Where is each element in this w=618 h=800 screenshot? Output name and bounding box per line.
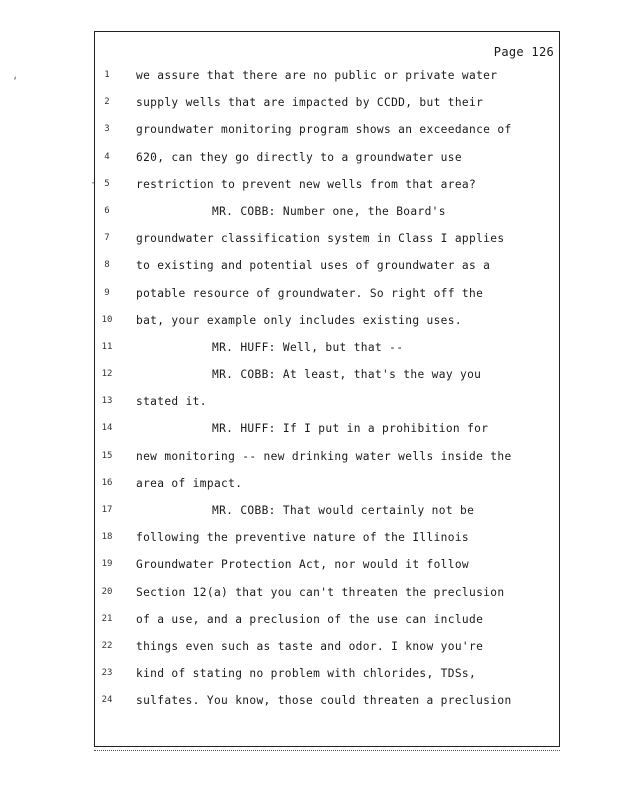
line-text: bat, your example only includes existing uses. (136, 313, 462, 327)
line-number: 11 (101, 341, 113, 352)
line-number: 7 (104, 233, 110, 244)
line-number: 15 (101, 450, 113, 461)
transcript-line (98, 280, 556, 307)
line-text: 620, can they go directly to a groundwater use (136, 150, 462, 164)
line-number: 21 (101, 613, 113, 624)
line-text: MR. COBB: At least, that's the way you (212, 368, 482, 382)
transcript-line (98, 497, 556, 524)
line-number: 3 (104, 124, 110, 135)
transcript-line (98, 660, 556, 687)
line-text: of a use, and a preclusion of the use can include (136, 612, 484, 626)
line-text: following the preventive nature of the Illinois (136, 531, 470, 545)
line-text: new monitoring -- new drinking water wells inside the (136, 449, 512, 463)
transcript-line (98, 252, 556, 279)
line-text: MR. COBB: That would certainly not be (212, 504, 475, 517)
line-number: 14 (101, 423, 113, 434)
line-number: 16 (101, 477, 113, 488)
page-number: Page 126 (493, 45, 554, 59)
transcript-line (98, 633, 556, 660)
transcript-line (98, 62, 556, 89)
transcript-line (98, 116, 556, 143)
transcript-line (98, 470, 556, 497)
line-text: potable resource of groundwater. So right off the (136, 286, 484, 300)
line-text: MR. HUFF: Well, but that -- (212, 340, 404, 354)
transcript-line (98, 415, 556, 442)
line-text: we assure that there are no public or private water (136, 69, 498, 82)
line-number: 10 (101, 314, 113, 325)
margin-mark: ʻ (12, 76, 19, 87)
line-number: 18 (101, 532, 113, 543)
transcript-line (98, 89, 556, 116)
line-text: area of impact. (136, 476, 243, 490)
line-text: kind of stating no problem with chlorides, TDSs, (136, 667, 477, 681)
line-text: supply wells that are impacted by CCDD, but their (136, 96, 484, 110)
transcript-line (98, 361, 556, 388)
transcript-line (98, 388, 556, 415)
margin-mark: · (90, 178, 97, 189)
line-text: to existing and potential uses of groundwater as a (136, 259, 491, 273)
transcript-line (98, 524, 556, 551)
transcript-lines (98, 62, 556, 715)
line-number: 24 (101, 695, 113, 706)
line-text: stated it. (136, 395, 207, 409)
line-text: sulfates. You know, those could threaten a preclusion (136, 694, 512, 708)
line-text: Groundwater Protection Act, nor would it follow (136, 558, 470, 572)
transcript-line (98, 171, 556, 198)
transcript-line (98, 551, 556, 578)
line-number: 20 (101, 586, 113, 597)
line-number: 4 (104, 151, 110, 162)
line-number: 17 (101, 505, 113, 515)
line-number: 8 (104, 260, 110, 271)
transcript-line (98, 687, 556, 714)
line-number: 2 (104, 97, 110, 108)
line-text: groundwater monitoring program shows an exceedance of (136, 123, 512, 137)
transcript-line (98, 144, 556, 171)
line-text: MR. COBB: Number one, the Board's (212, 204, 446, 218)
line-number: 19 (101, 559, 113, 570)
line-text: Section 12(a) that you can't threaten the preclusion (136, 585, 505, 599)
line-number: 9 (104, 287, 110, 298)
transcript-line (98, 443, 556, 470)
transcript-line (98, 225, 556, 252)
transcript-line (98, 579, 556, 606)
line-number: 12 (101, 369, 113, 380)
line-text: MR. HUFF: If I put in a prohibition for (212, 422, 489, 436)
transcript-line (98, 307, 556, 334)
line-number: 22 (101, 640, 113, 651)
transcript-line (98, 334, 556, 361)
line-number: 6 (104, 205, 110, 216)
line-number: 23 (101, 668, 113, 679)
page-bottom-rule (94, 750, 560, 751)
line-text: restriction to prevent new wells from that area? (136, 177, 477, 191)
line-text: things even such as taste and odor. I know you're (136, 639, 484, 653)
line-number: 1 (104, 70, 110, 80)
line-number: 5 (104, 178, 110, 189)
transcript-line (98, 606, 556, 633)
line-text: groundwater classification system in Class I applies (136, 232, 505, 246)
line-number: 13 (101, 396, 113, 407)
transcript-line (98, 198, 556, 225)
